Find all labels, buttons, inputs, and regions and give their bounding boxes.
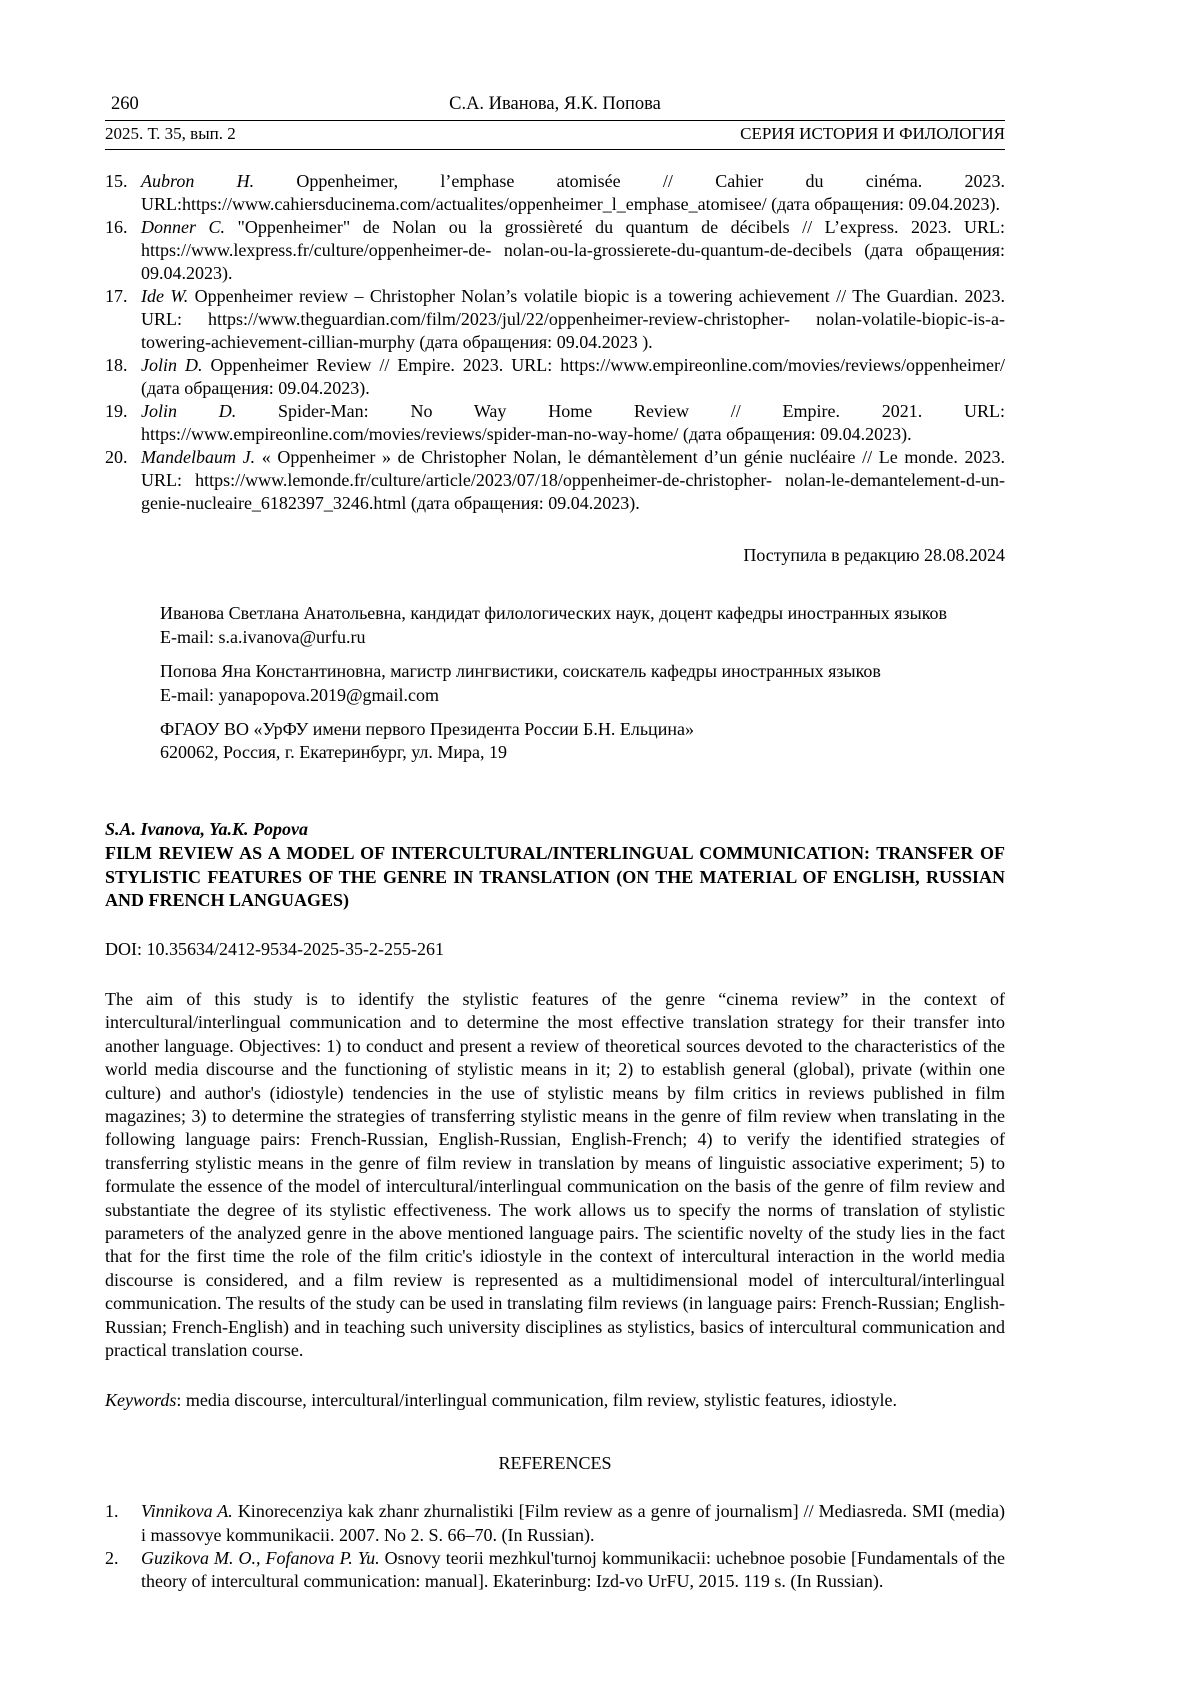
series-title: СЕРИЯ ИСТОРИЯ И ФИЛОЛОГИЯ xyxy=(740,124,1005,143)
reference-text: Oppenheimer, l’emphase atomisée // Cahier du cinéma. 2023. URL:https://www.cahiersducinema.com/actualites/oppenheimer_l_emphase_atomisee/ (дата обращения: 09.04.2023). xyxy=(141,171,1006,215)
reference-author: Vinnikova A. xyxy=(141,1501,233,1522)
reference-item xyxy=(105,216,1005,285)
reference-text: Kinorecenziya kak zhanr zhurnalistiki [Film review as a genre of journalism] // Mediasreda. SMI (media) i massovye kommunikacii. 2007. No 2. S. 66–70. (In Russian). xyxy=(141,1501,1006,1545)
doi-line: DOI: 10.35634/2412-9534-2025-35-2-255-261 xyxy=(105,939,444,960)
author-description: Иванова Светлана Анатольевна, кандидат филологических наук, доцент кафедры иностранных языков xyxy=(160,603,948,624)
reference-item xyxy=(105,1547,1005,1594)
reference-author: Mandelbaum J. xyxy=(141,447,256,468)
running-head-authors: С.А. Иванова, Я.К. Попова xyxy=(449,94,661,114)
reference-item xyxy=(105,285,1005,354)
affiliation-address: 620062, Россия, г. Екатеринбург, ул. Мира, 19 xyxy=(160,742,508,763)
references-heading: REFERENCES xyxy=(498,1453,612,1474)
reference-author: Aubron H. xyxy=(141,171,255,191)
russian-references-list xyxy=(105,170,1005,515)
abstract-paragraph: The aim of this study is to identify the stylistic features of the genre “cinema review” in the context of intercultural/interlingual communication and to determine the most effective translation strategy for their transfer into another language. Objectives: 1) to conduct and present a review of theoretical sources devoted to the characteristics of the world media discourse and the functioning of stylistic means in it; 2) to establish general (global), private (within one culture) and author's (idiostyle) tendencies in the use of stylistic means by film critics in reviews published in film magazines; 3) to determine the strategies of transferring stylistic means in the genre of film review when translating in the following language pairs: French-Russian, English-Russian, English-French; 4) to verify the identified strategies of transferring stylistic means in the genre of film review in translation by means of linguistic associative experiment; 5) to formulate the essence of the model of intercultural/interlingual communication on the basis of the genre of film review and substantiate the degree of its stylistic effectiveness. The work allows us to specify the norms of translation of stylistic parameters of the analyzed genre in the above mentioned language pairs. The scientific novelty of the study lies in the fact that for the first time the role of the film critic's idiostyle in the context of intercultural interaction in the world media discourse is considered, and a film review is represented as a multidimensional model of intercultural/interlingual communication. The results of the study can be used in translating film reviews (in language pairs: French-Russian; English-Russian; French-English) and in teaching such university disciplines as stylistics, basics of intercultural communication and practical translation course. xyxy=(105,989,1005,1360)
reference-number: 2. xyxy=(105,1548,119,1569)
reference-author: Donner C. xyxy=(141,217,226,238)
reference-author: Jolin D. xyxy=(141,401,237,422)
reference-item xyxy=(105,170,1005,216)
issue-info: 2025. Т. 35, вып. 2 xyxy=(105,124,236,143)
reference-number: 18. xyxy=(105,355,128,376)
english-metadata-section xyxy=(105,819,1005,1594)
reference-number: 1. xyxy=(105,1501,119,1522)
reference-item xyxy=(105,446,1005,515)
english-authors-line: S.A. Ivanova, Ya.K. Popova xyxy=(105,818,309,839)
keywords-text: : media discourse, intercultural/interlingual communication, film review, stylistic features, idiostyle. xyxy=(176,1390,897,1411)
keywords-line xyxy=(105,1390,1005,1411)
reference-number: 19. xyxy=(105,401,128,422)
reference-text: Oppenheimer review – Christopher Nolan’s volatile biopic is a towering achievement // The Guardian. 2023. URL: https://www.theguardian.com/film/2023/jul/22/oppenheimer-review-christopher- nolan-volatile-biopic-is-a-towering-achievement-cillian-murphy (дата обращения: 09.04.2023 ). xyxy=(141,286,1005,353)
reference-author: Jolin D. xyxy=(141,355,203,376)
affiliation-name: ФГАОУ ВО «УрФУ имени первого Президента России Б.Н. Ельцина» xyxy=(160,719,694,740)
affiliation-entry xyxy=(160,718,1005,765)
reference-text: « Oppenheimer » de Christopher Nolan, le démantèlement d’un génie nucléaire // Le monde. 2023. URL: https://www.lemonde.fr/culture/article/2023/07/18/oppenheimer-de-christopher- nolan-le-demantelement-d-un-genie-nucleaire_6182397_3246.html (дата обращения: 09.04.2023). xyxy=(141,447,1005,514)
running-header-row1 xyxy=(105,94,1005,121)
english-references-list xyxy=(105,1500,1005,1594)
author-email: E-mail: s.a.ivanova@urfu.ru xyxy=(160,626,366,647)
author-description: Попова Яна Константиновна, магистр лингвистики, соискатель кафедры иностранных языков xyxy=(160,661,881,682)
keywords-label: Keywords xyxy=(105,1390,177,1411)
reference-item xyxy=(105,1500,1005,1547)
page-number: 260 xyxy=(111,94,139,114)
author-info-entry xyxy=(160,602,1005,649)
reference-text: Oppenheimer Review // Empire. 2023. URL: https://www.empireonline.com/movies/reviews/oppenheimer/ (дата обращения: 09.04.2023). xyxy=(141,355,1005,399)
reference-author: Ide W. xyxy=(141,286,189,307)
author-info-entry xyxy=(160,660,1005,707)
received-date-note: Поступила в редакцию 28.08.2024 xyxy=(743,545,1005,566)
reference-number: 17. xyxy=(105,286,128,307)
reference-author: Guzikova M. O., Fofanova P. Yu. xyxy=(141,1548,380,1569)
running-header-row2 xyxy=(105,121,1005,150)
reference-item xyxy=(105,400,1005,446)
reference-text: Spider-Man: No Way Home Review // Empire. 2021. URL: https://www.empireonline.com/movies/reviews/spider-man-no-way-home/ (дата обращения: 09.04.2023). xyxy=(141,401,1006,445)
reference-item xyxy=(105,354,1005,400)
reference-number: 16. xyxy=(105,217,128,238)
authors-info-block xyxy=(160,602,1005,764)
english-article-title: FILM REVIEW AS A MODEL OF INTERCULTURAL/INTERLINGUAL COMMUNICATION: TRANSFER OF STYLISTIC FEATURES OF THE GENRE IN TRANSLATION (ON THE MATERIAL OF ENGLISH, RUSSIAN AND FRENCH LANGUAGES) xyxy=(105,842,1005,911)
reference-text: "Oppenheimer" de Nolan ou la grossièreté du quantum de décibels // L’express. 2023. URL: https://www.lexpress.fr/culture/oppenheimer-de- nolan-ou-la-grossierete-du-quantum-de-decibels (дата обращения: 09.04.2023). xyxy=(141,217,1006,284)
reference-number: 15. xyxy=(105,171,128,191)
reference-text: Osnovy teorii mezhkul'turnoj kommunikacii: uchebnoe posobie [Fundamentals of the theory of intercultural communication: manual]. Ekaterinburg: Izd-vo UrFU, 2015. 119 s. (In Russian). xyxy=(141,1548,1006,1592)
reference-number: 20. xyxy=(105,447,128,468)
author-email: E-mail: yanapopova.2019@gmail.com xyxy=(160,684,440,705)
running-header xyxy=(105,94,1005,150)
